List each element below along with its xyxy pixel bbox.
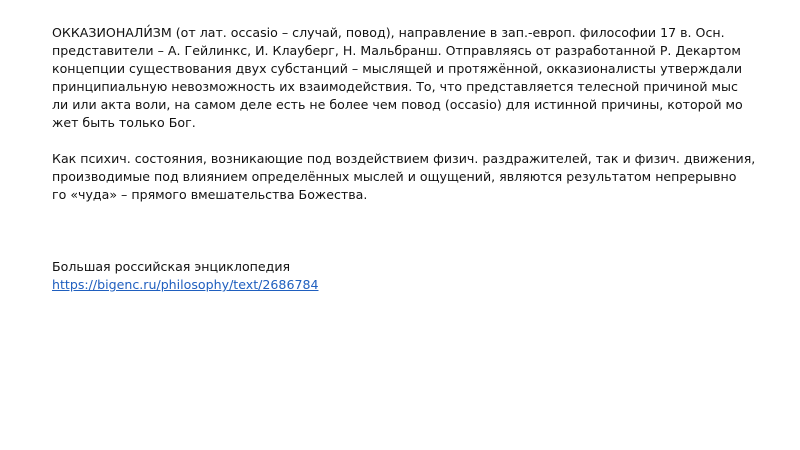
section-spacer xyxy=(52,204,774,258)
paragraph-line: ли или акта воли, на самом деле есть не более чем повод (occasio) для истинной причины, которой мо xyxy=(52,97,743,112)
text-block xyxy=(52,24,774,294)
paragraph-explanation xyxy=(52,150,774,204)
paragraph-spacer xyxy=(52,132,774,150)
paragraph-line: производимые под влиянием определённых мыслей и ощущений, являются результатом непрерывно xyxy=(52,169,737,184)
paragraph-line: принципиальную невозможность их взаимодействия. То, что представляется телесной причиной мыс xyxy=(52,79,738,94)
source-link[interactable]: https://bigenc.ru/philosophy/text/2686784 xyxy=(52,277,319,292)
paragraph-definition xyxy=(52,24,774,132)
paragraph-line: ОККАЗИОНАЛИ́ЗМ (от лат. occasio – случай, повод), направление в зап.-европ. философии 17 в. Осн. xyxy=(52,25,725,40)
paragraph-line: го «чуда» – прямого вмешательства Божества. xyxy=(52,187,368,202)
source-title: Большая российская энциклопедия xyxy=(52,259,291,274)
paragraph-line: концепции существования двух субстанций – мыслящей и протяжённой, окказионалисты утверждали xyxy=(52,61,743,76)
paragraph-line: жет быть только Бог. xyxy=(52,115,196,130)
source-block xyxy=(52,258,774,294)
paragraph-line: представители – А. Гейлинкс, И. Клауберг, Н. Мальбранш. Отправляясь от разработанной Р. Декартом xyxy=(52,43,741,58)
paragraph-line: Как психич. состояния, возникающие под воздействием физич. раздражителей, так и физич. движения, xyxy=(52,151,756,166)
